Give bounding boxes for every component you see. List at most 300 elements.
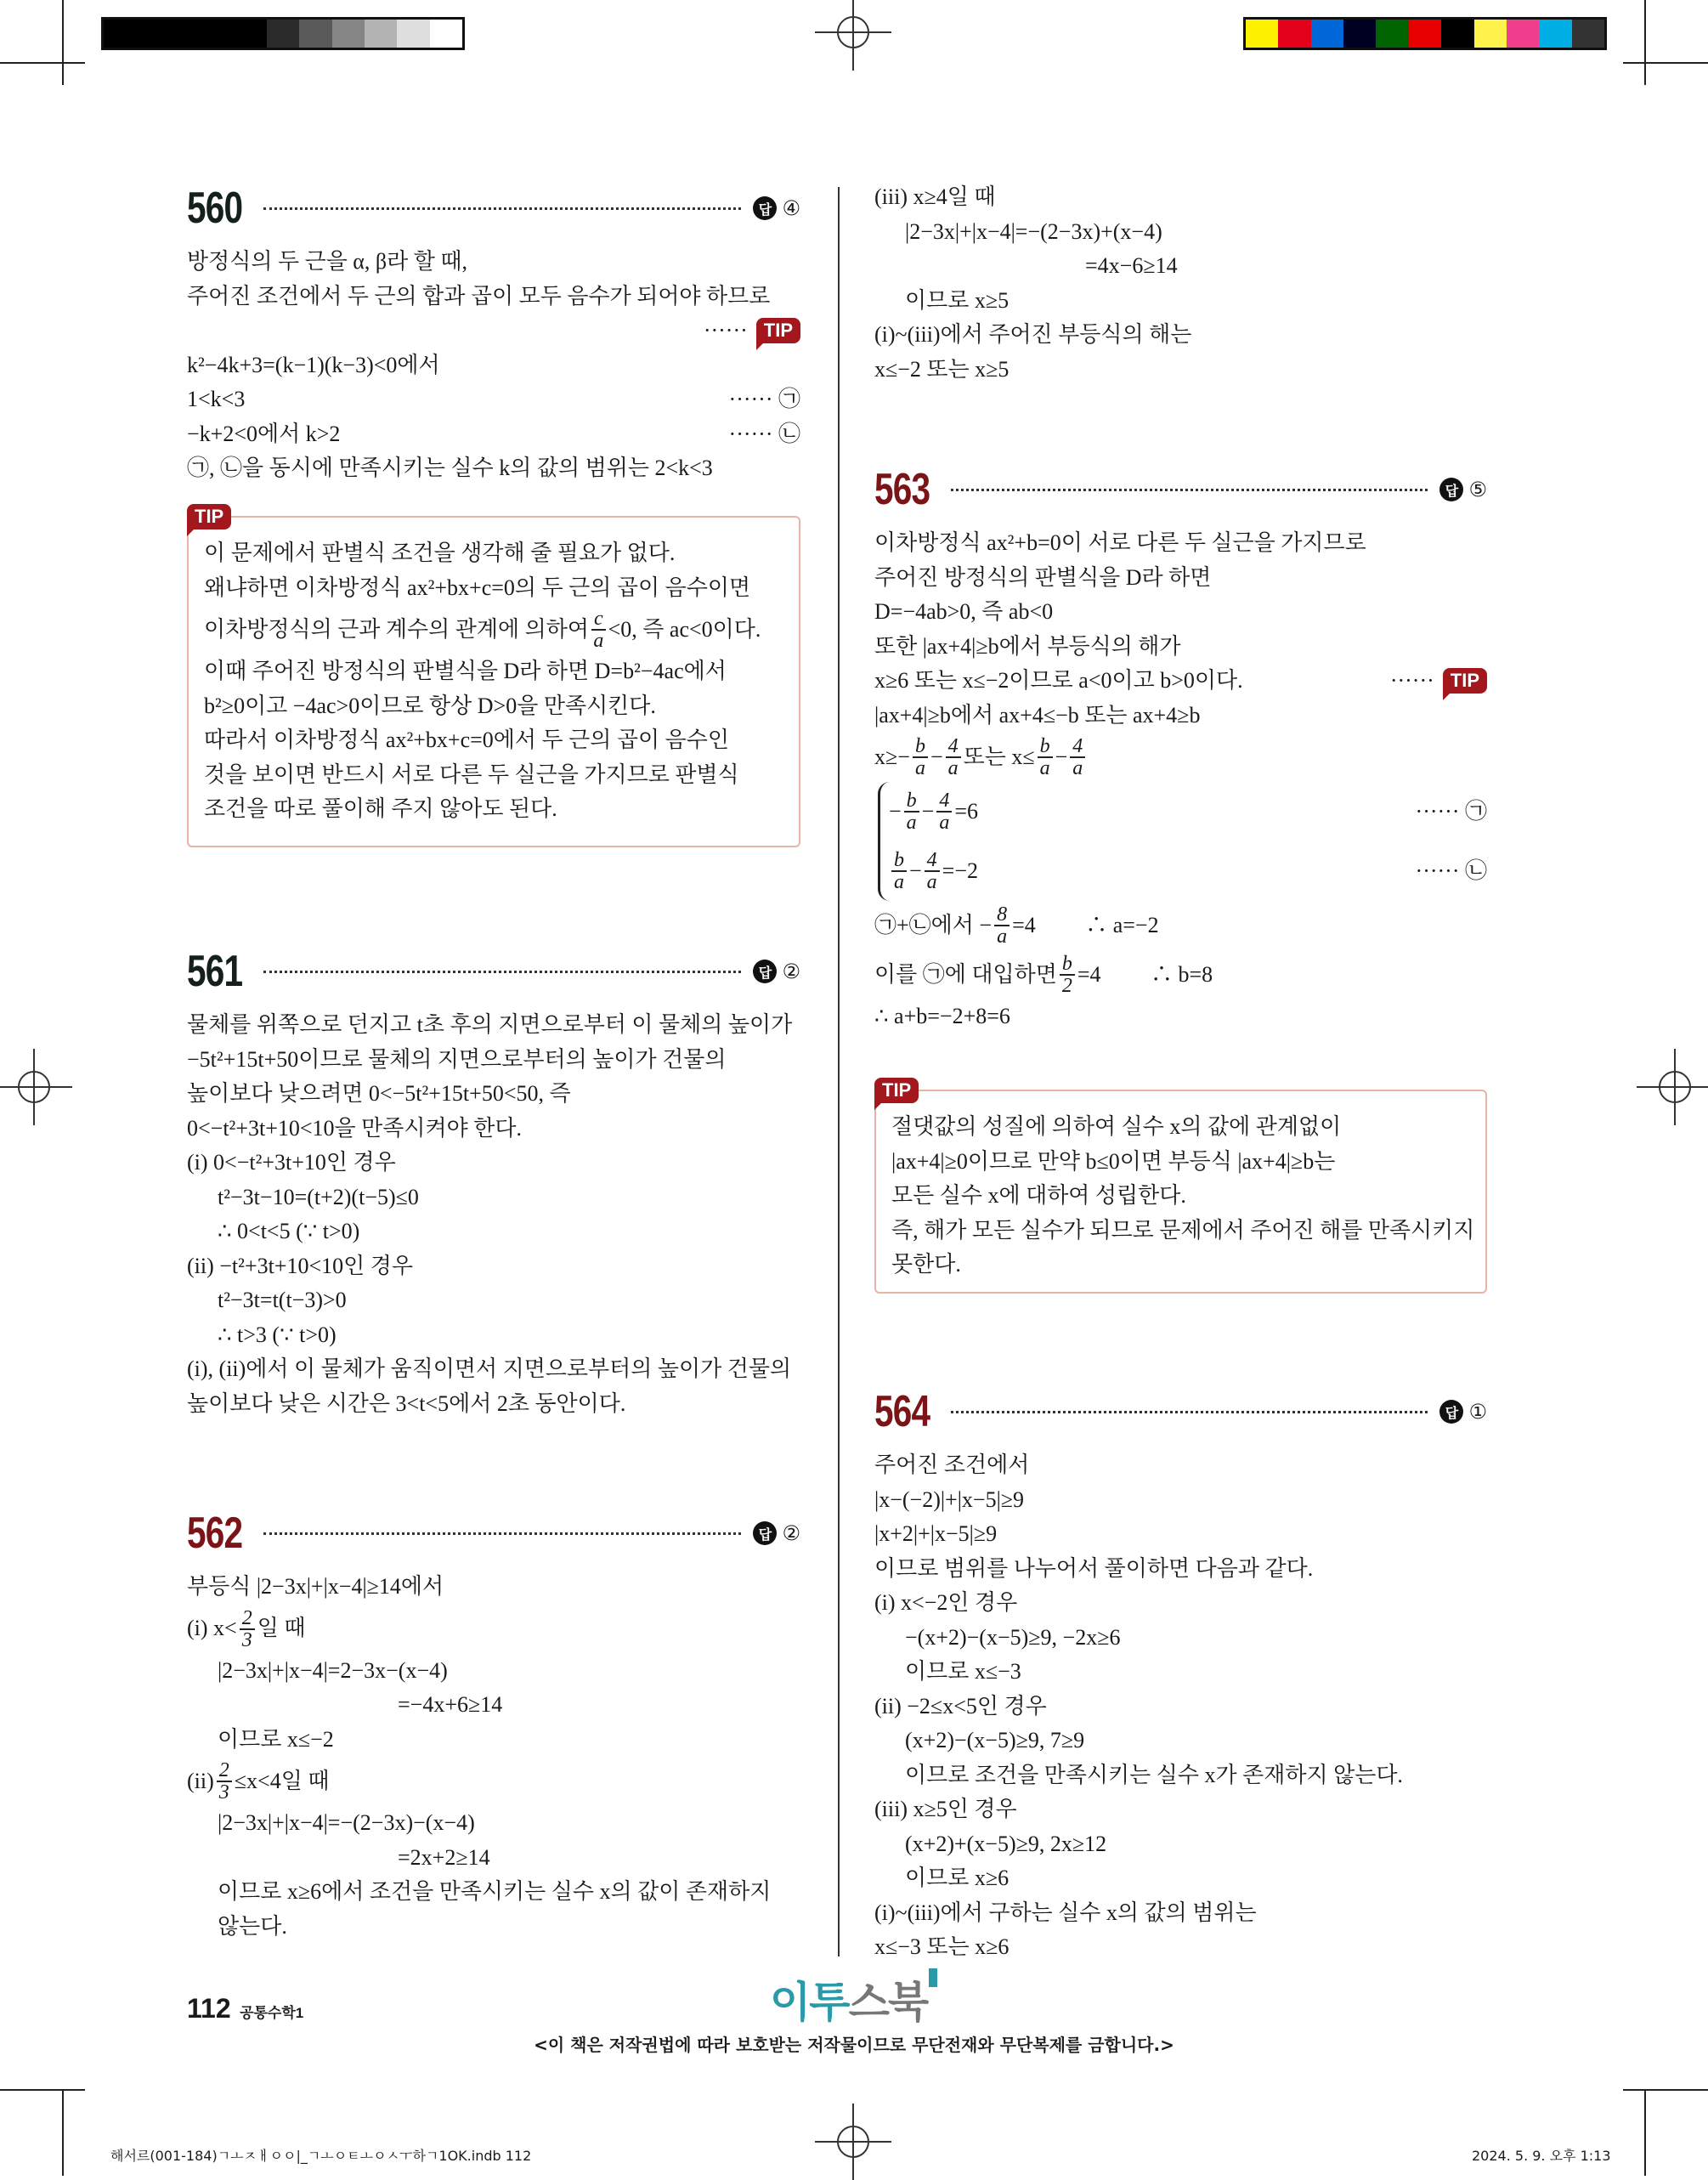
answer-value: ② [782, 1521, 800, 1545]
line-text: (iii) x≥4일 때 [874, 184, 996, 209]
color-swatch [1474, 20, 1507, 48]
line-text: 따라서 이차방정식 ax²+bx+c=0에서 두 근의 곱이 음수인 [204, 728, 729, 752]
page-number: 112 [187, 1993, 231, 2024]
solution-line [204, 758, 782, 793]
reference-marker: ······ [1389, 668, 1434, 693]
fraction-numerator: 4 [925, 850, 940, 872]
solution-line [874, 526, 1487, 561]
fraction [1070, 736, 1085, 779]
crop-mark [0, 62, 85, 64]
fraction [217, 1760, 232, 1803]
fraction-denominator: a [914, 757, 925, 779]
registration-mark-icon [815, 0, 891, 71]
crop-mark [1644, 0, 1646, 85]
solution-line [874, 733, 1487, 782]
solution-line [874, 1621, 1487, 1656]
line-text: 못한다. [891, 1252, 961, 1277]
fraction-denominator: a [939, 812, 950, 834]
crop-mark [62, 0, 64, 85]
solution-line [187, 1043, 800, 1078]
solution-body [874, 901, 1487, 1034]
print-slug-date: 2024. 5. 9. 오후 1:13 [1472, 2148, 1611, 2164]
solution-line [891, 1214, 1475, 1249]
color-swatch [299, 20, 331, 48]
line-text: ≤x<4일 때 [234, 1768, 330, 1793]
fraction-denominator: a [1072, 757, 1083, 779]
line-text: 모든 실수 x에 대하여 성립한다. [891, 1183, 1186, 1208]
solution-561 [187, 945, 800, 1421]
line-text: 이므로 x≥5 [905, 287, 1010, 313]
solution-line [874, 999, 1487, 1034]
solution-line [874, 1483, 1487, 1518]
copyright-notice: <이 책은 저작권법에 따라 보호받는 저작물이므로 무단전재와 무단복제를 금합니다.> [534, 2035, 1174, 2055]
color-swatch [1311, 20, 1343, 48]
solution-line [187, 417, 800, 452]
solution-line [187, 1008, 800, 1043]
fraction [1060, 954, 1075, 996]
tip-box [187, 506, 800, 847]
line-text: −(x+2)−(x−5)≥9, −2x≥6 [905, 1624, 1121, 1650]
line-text: 이므로 조건을 만족시키는 실수 x가 존재하지 않는다. [905, 1762, 1403, 1787]
fraction [913, 736, 928, 779]
line-text: 이므로 범위를 나누어서 풀이하면 다음과 같다. [874, 1555, 1314, 1581]
solution-line [889, 782, 1487, 841]
solution-line [874, 1586, 1487, 1621]
line-text: =4 ∴ a=−2 [1012, 912, 1159, 937]
color-swatch [1539, 20, 1571, 48]
line-text: (i) x< [187, 1616, 237, 1641]
solution-line [874, 1861, 1487, 1896]
line-text: (i) 0<−t²+3t+10인 경우 [187, 1150, 396, 1175]
line-text: (i)~(iii)에서 주어진 부등식의 해는 [874, 322, 1192, 347]
fraction-denominator: 3 [241, 1628, 252, 1651]
line-text: |x+2|+|x−5|≥9 [874, 1521, 998, 1546]
fraction-numerator: 2 [217, 1760, 232, 1782]
line-text: 높이보다 낮은 시간은 3<t<5에서 2초 동안이다. [187, 1390, 626, 1416]
line-text: − [889, 798, 902, 824]
solution-line [187, 1806, 800, 1841]
answer [1439, 478, 1487, 501]
line-text: 절댓값의 성질에 의하여 실수 x의 값에 관계없이 [891, 1114, 1342, 1139]
line-text: 부등식 |2−3x|+|x−4|≥14에서 [187, 1574, 444, 1599]
fraction [946, 736, 961, 779]
solution-line [874, 1724, 1487, 1758]
tip-badge: TIP [1443, 668, 1487, 694]
line-text: − [930, 744, 943, 769]
grayscale-color-bar [101, 17, 465, 50]
line-text: −5t²+15t+50이므로 물체의 지면으로부터의 높이가 건물의 [187, 1046, 727, 1072]
color-swatch [201, 20, 234, 48]
line-text: ∴ a+b=−2+8=6 [874, 1004, 1010, 1028]
solution-line [187, 1910, 800, 1945]
solution-line [187, 1077, 800, 1112]
solution-line [187, 314, 800, 348]
crop-mark [1644, 2091, 1646, 2176]
answer [753, 196, 800, 220]
line-text: 이 문제에서 판별식 조건을 생각해 줄 필요가 없다. [204, 541, 676, 565]
line-text: 이므로 x≤−2 [218, 1726, 334, 1752]
book-title: 공통수학1 [240, 2005, 304, 2021]
solution-560 [187, 182, 800, 486]
line-text: 높이보다 낮으려면 0<−5t²+15t+50<50, 즉 [187, 1081, 571, 1106]
line-text: 이차방정식 ax²+b=0이 서로 다른 두 실근을 가지므로 [874, 530, 1366, 555]
line-text: <0, 즉 ac<0이다. [608, 616, 761, 642]
color-swatch [1441, 20, 1473, 48]
line-text: |2−3x|+|x−4|=−(2−3x)+(x−4) [905, 218, 1162, 244]
fraction [891, 850, 907, 892]
solution-line [187, 1605, 800, 1654]
fraction-numerator: c [591, 609, 606, 631]
solution-line [874, 284, 1487, 319]
line-text: − [1055, 744, 1068, 769]
solution-line [874, 699, 1487, 733]
color-swatch [332, 20, 365, 48]
problem-number: 561 [187, 947, 243, 996]
solution-line [187, 1112, 800, 1147]
line-text: 일 때 [257, 1616, 306, 1641]
solution-line [187, 1352, 800, 1387]
reference-marker: ······ ㉠ [728, 387, 800, 411]
line-text: 또는 x≤ [963, 744, 1035, 769]
solution-line [187, 1654, 800, 1689]
solution-line [874, 249, 1487, 284]
fraction-numerator: b [913, 736, 928, 758]
crop-mark [1623, 62, 1708, 64]
line-text: (i), (ii)에서 이 물체가 움직이면서 지면으로부터의 높이가 건물의 [187, 1356, 792, 1381]
line-text: (ii) −t²+3t+10<10인 경우 [187, 1253, 414, 1278]
line-text: 이므로 x≥6 [905, 1866, 1010, 1890]
process-color-bar [1243, 17, 1607, 50]
color-swatch [234, 20, 266, 48]
color-swatch [365, 20, 397, 48]
line-text: (ii) [187, 1768, 214, 1793]
solution-line [187, 1757, 800, 1806]
fraction-numerator: 4 [1070, 736, 1085, 758]
fraction-denominator: a [906, 812, 917, 834]
solution-line [874, 1517, 1487, 1552]
book-icon [929, 1968, 937, 1987]
solution-line [204, 689, 782, 724]
line-text: D=−4ab>0, 즉 ab<0 [874, 599, 1054, 624]
fraction [591, 609, 606, 651]
answer-label-icon: 답 [753, 1521, 777, 1545]
color-swatch [1507, 20, 1539, 48]
fraction [925, 850, 940, 892]
dotted-leader [263, 207, 741, 210]
solution-line [187, 1570, 800, 1605]
line-text: 이차방정식의 근과 계수의 관계에 의하여 [204, 616, 589, 642]
equation-system [878, 782, 1487, 901]
problem-number: 564 [874, 1387, 930, 1436]
problem-header [187, 182, 800, 235]
tip-badge: TIP [187, 504, 231, 529]
crop-mark [1623, 2089, 1708, 2091]
dotted-leader [951, 1411, 1428, 1413]
line-text: (i)~(iii)에서 구하는 실수 x의 값의 범위는 [874, 1900, 1257, 1925]
solution-564 [874, 1385, 1487, 1965]
line-text: x≤−3 또는 x≥6 [874, 1934, 1010, 1959]
solution-line [874, 901, 1487, 950]
fraction [904, 790, 919, 833]
solution-body [187, 1570, 800, 1944]
fraction [994, 904, 1010, 947]
fraction-numerator: 2 [240, 1608, 255, 1630]
line-text: 주어진 조건에서 두 근의 합과 곱이 모두 음수가 되어야 하므로 [187, 283, 771, 309]
problem-header [187, 945, 800, 998]
line-text: x≥6 또는 x≤−2이므로 a<0이고 b>0이다. [874, 668, 1243, 693]
problem-number: 563 [874, 465, 930, 514]
answer-label-icon: 답 [1439, 478, 1463, 501]
line-text: 것을 보이면 반드시 서로 다른 두 실근을 가지므로 판별식 [204, 762, 739, 787]
line-text: 물체를 위쪽으로 던지고 t초 후의 지면으로부터 이 물체의 높이가 [187, 1012, 793, 1037]
tip-badge: TIP [874, 1078, 919, 1103]
line-text: 조건을 따로 풀이해 주지 않아도 된다. [204, 796, 557, 821]
fraction [1038, 736, 1053, 779]
line-text: =6 [954, 798, 979, 824]
solution-line [874, 215, 1487, 250]
fraction-numerator: 4 [946, 736, 961, 758]
line-text: =4 ∴ b=8 [1077, 961, 1213, 987]
color-swatch [430, 20, 462, 48]
tip-box [874, 1079, 1487, 1294]
solution-562 [187, 1507, 800, 1944]
problem-header [874, 1385, 1487, 1438]
fraction-denominator: a [947, 757, 959, 779]
solution-line [874, 561, 1487, 596]
solution-563 [874, 463, 1487, 1034]
solution-body [187, 1008, 800, 1421]
color-swatch [1409, 20, 1441, 48]
crop-mark [0, 2089, 85, 2091]
reference-marker: ······ ㉡ [1415, 858, 1487, 883]
line-text: b²≥0이고 −4ac>0이므로 항상 D>0을 만족시킨다. [204, 693, 656, 718]
line-text: |ax+4|≥b에서 ax+4≤−b 또는 ax+4≥b [874, 702, 1201, 728]
line-text: 주어진 조건에서 [874, 1452, 1030, 1477]
line-text: ∴ t>3 (∵ t>0) [218, 1322, 337, 1347]
line-text: −k+2<0에서 k>2 [187, 421, 341, 446]
line-text: ㉠, ㉡을 동시에 만족시키는 실수 k의 값의 범위는 2<k<3 [187, 456, 713, 480]
logo-text: 이투 [770, 1978, 849, 2027]
problem-header [874, 463, 1487, 516]
line-text: 방정식의 두 근을 α, β라 할 때, [187, 249, 468, 274]
tip-body [891, 1110, 1475, 1283]
solution-line [187, 280, 800, 314]
solution-line [874, 1655, 1487, 1690]
fraction [240, 1608, 255, 1651]
line-text: − [909, 858, 922, 883]
solution-line [187, 245, 800, 280]
reference-marker: ······ ㉡ [728, 421, 800, 446]
line-text: 주어진 방정식의 판별식을 D라 하면 [874, 564, 1212, 590]
solution-line [204, 605, 782, 654]
line-text: ㉠+㉡에서 − [874, 912, 993, 937]
reference-marker: ······ ㉠ [1415, 798, 1487, 824]
solution-body [187, 245, 800, 486]
solution-line [187, 1723, 800, 1758]
solution-line [874, 318, 1487, 353]
fraction-numerator: b [1060, 954, 1075, 976]
line-text: =2x+2≥14 [398, 1844, 490, 1870]
color-swatch [397, 20, 429, 48]
fraction-denominator: a [926, 871, 937, 893]
solution-line [187, 348, 800, 383]
line-text: =−4x+6≥14 [398, 1692, 503, 1717]
print-slug-file: 해서르(001-184)ㄱㅗㅈㅐㅇㅇ|_ㄱㅗㅇㅌㅗㅇㅅㅜ하ㄱ1OK.indb 112 [110, 2148, 532, 2164]
logo-text: 스북 [848, 1978, 928, 2027]
solution-line [874, 1448, 1487, 1483]
answer-value: ② [782, 960, 800, 983]
solution-line [187, 1688, 800, 1723]
line-text: 즉, 해가 모든 실수가 되므로 문제에서 주어진 해를 만족시키지 [891, 1217, 1475, 1243]
fraction-denominator: 3 [218, 1781, 229, 1803]
fraction-denominator: a [894, 871, 904, 893]
publisher-logo [770, 1968, 937, 2030]
color-swatch [267, 20, 299, 48]
line-text: 또한 |ax+4|≥b에서 부등식의 해가 [874, 633, 1181, 659]
fraction-denominator: a [1039, 757, 1050, 779]
reference-marker: ······ [703, 318, 748, 343]
solution-line [889, 841, 1487, 901]
line-text: 왜냐하면 이차방정식 ax²+bx+c=0의 두 근의 곱이 음수이면 [204, 575, 751, 600]
fraction-numerator: b [1038, 736, 1053, 758]
problem-number: 562 [187, 1509, 243, 1558]
registration-mark-icon [1637, 1049, 1708, 1125]
color-swatch [1343, 20, 1376, 48]
solution-line [187, 1249, 800, 1284]
line-text: |ax+4|≥0이므로 만약 b≤0이면 부등식 |ax+4|≥b는 [891, 1148, 1336, 1174]
fraction-numerator: b [891, 850, 907, 872]
answer [1439, 1400, 1487, 1424]
line-text: 0<−t²+3t+10<10을 만족시켜야 한다. [187, 1115, 522, 1141]
line-text: t²−3t−10=(t+2)(t−5)≤0 [218, 1184, 419, 1209]
answer-label-icon: 답 [753, 960, 777, 983]
solution-line [874, 1827, 1487, 1862]
tip-badge: TIP [756, 318, 800, 343]
solution-line [187, 1841, 800, 1876]
solution-body [874, 180, 1487, 387]
solution-body [874, 526, 1487, 782]
answer-label-icon: 답 [753, 196, 777, 220]
solution-line [874, 595, 1487, 630]
registration-mark-icon [815, 2104, 891, 2180]
line-text: 1<k<3 [187, 387, 246, 411]
line-text: =4x−6≥14 [1085, 253, 1178, 278]
fraction-numerator: 8 [994, 904, 1010, 926]
line-text: (x+2)−(x−5)≥9, 7≥9 [905, 1728, 1085, 1752]
answer-value: ④ [782, 196, 800, 220]
answer-value: ⑤ [1468, 478, 1487, 501]
color-swatch [1572, 20, 1604, 48]
dotted-leader [951, 489, 1428, 491]
color-swatch [136, 20, 168, 48]
fraction-denominator: 2 [1061, 975, 1072, 997]
page-footer [187, 1993, 303, 2024]
fraction [936, 790, 952, 833]
line-text: |2−3x|+|x−4|=−(2−3x)−(x−4) [218, 1810, 475, 1835]
dotted-leader [263, 971, 741, 973]
solution-line [187, 1387, 800, 1422]
solution-line [187, 1181, 800, 1215]
solution-line [891, 1145, 1468, 1180]
solution-line [874, 1552, 1487, 1587]
solution-line [187, 1318, 800, 1353]
solution-line [204, 792, 782, 827]
answer [753, 1521, 800, 1545]
line-text: (i) x<−2인 경우 [874, 1590, 1018, 1615]
solution-line [874, 180, 1487, 215]
color-swatch [169, 20, 201, 48]
solution-line [187, 1215, 800, 1249]
problem-header [187, 1507, 800, 1560]
line-text: 이므로 x≤−3 [905, 1659, 1021, 1684]
solution-line [891, 1110, 1468, 1145]
solution-line [204, 654, 782, 689]
line-text: |x−(−2)|+|x−5|≥9 [874, 1486, 1025, 1512]
solution-line [891, 1248, 1468, 1283]
line-text: 이를 ㉠에 대입하면 [874, 961, 1057, 987]
column-divider [838, 187, 840, 1956]
line-text: 이므로 x≥6에서 조건을 만족시키는 실수 x의 값이 존재하지 [218, 1879, 772, 1904]
line-text: |2−3x|+|x−4|=2−3x−(x−4) [218, 1657, 448, 1683]
solution-body [874, 1448, 1487, 1965]
solution-line [187, 451, 800, 486]
solution-line [187, 382, 800, 417]
registration-mark-icon [0, 1049, 72, 1125]
color-swatch [1246, 20, 1278, 48]
line-text: t²−3t=t(t−3)>0 [218, 1288, 347, 1312]
solution-line [187, 1875, 800, 1910]
color-swatch [104, 20, 136, 48]
solution-line [874, 1930, 1487, 1965]
fraction-denominator: a [593, 630, 604, 652]
color-swatch [1278, 20, 1310, 48]
line-text: (iii) x≥5인 경우 [874, 1797, 1017, 1821]
solution-line [874, 1758, 1487, 1793]
solution-line [204, 723, 782, 758]
line-text: 않는다. [218, 1913, 287, 1939]
line-text: =−2 [942, 858, 978, 883]
line-text: x≥− [874, 744, 910, 769]
answer-label-icon: 답 [1439, 1400, 1463, 1424]
crop-mark [62, 2091, 64, 2176]
problem-number: 560 [187, 184, 243, 233]
dotted-leader [263, 1532, 741, 1535]
line-text: k²−4k+3=(k−1)(k−3)<0에서 [187, 352, 440, 377]
solution-line [874, 1792, 1487, 1827]
solution-line [874, 950, 1487, 999]
solution-line [187, 1146, 800, 1181]
line-text: ∴ 0<t<5 (∵ t>0) [218, 1219, 360, 1243]
answer [753, 960, 800, 983]
solution-line [874, 1690, 1487, 1724]
answer-value: ① [1468, 1400, 1487, 1424]
color-swatch [1376, 20, 1408, 48]
solution-line [874, 353, 1487, 388]
solution-line [187, 1283, 800, 1318]
line-text: x≤−2 또는 x≥5 [874, 356, 1010, 382]
line-text: − [921, 798, 935, 824]
solution-line [204, 536, 782, 571]
line-text: (ii) −2≤x<5인 경우 [874, 1693, 1047, 1719]
solution-line [891, 1179, 1468, 1214]
solution-562-continued [874, 180, 1487, 387]
line-text: 이때 주어진 방정식의 판별식을 D라 하면 D=b²−4ac에서 [204, 659, 727, 683]
solution-line [874, 630, 1487, 665]
fraction-numerator: b [904, 790, 919, 813]
fraction-numerator: 4 [936, 790, 952, 813]
solution-line [204, 571, 782, 606]
line-text: (x+2)+(x−5)≥9, 2x≥12 [905, 1831, 1107, 1856]
